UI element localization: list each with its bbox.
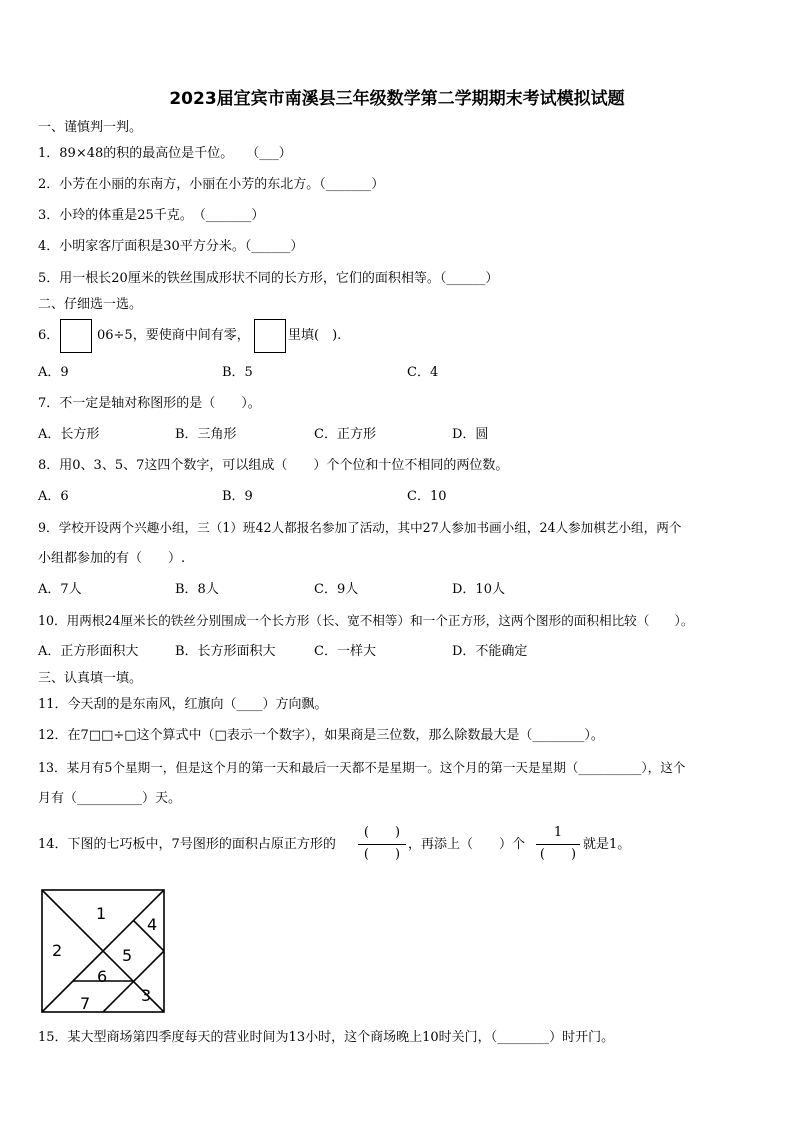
fraction-bar [358,844,406,845]
option: B．长方形面积大 [175,644,276,659]
section-heading-choose: 二、仔细选一选。 [38,297,143,312]
fraction-blank-2 [536,824,580,864]
tangram-label: 3 [141,986,152,1005]
tangram-figure [40,888,168,1016]
question-1: 1．89×48的积的最高位是千位。 （___） [38,146,292,161]
question-6-number: 6． [38,328,60,343]
question-14-middle: ，再添上（ ）个 [408,837,526,852]
question-5: 5．用一根长20厘米的铁丝围成形状不同的长方形，它们的面积相等。（______） [38,271,499,286]
question-8: 8．用0、3、5、7这四个数字，可以组成（ ）个个位和十位不相同的两位数。 [38,458,509,473]
fraction-denominator: ( ) [539,847,577,862]
tangram-label: 5 [122,946,133,965]
tangram-label: 2 [52,941,63,960]
option: D．不能确定 [452,644,528,659]
question-2: 2．小芳在小丽的东南方，小丽在小芳的东北方。（_______） [38,177,385,192]
question-11: 11．今天刮的是东南风，红旗向（____）方向飘。 [38,697,328,712]
question-6-text: 06÷5，要使商中间有零， [97,328,250,343]
option: C．10 [407,489,447,504]
question-13-line-2: 月有（__________）天。 [38,791,182,806]
section-heading-fill: 三、认真填一填。 [38,671,143,686]
option: B．5 [222,365,253,380]
question-3: 3．小玲的体重是25千克。 （_______） [38,208,265,223]
question-9-line-1: 9．学校开设两个兴趣小组，三（1）班42人都报名参加了活动，其中27人参加书画小组，24人参加棋艺小组，两个 [38,520,682,535]
option: A．长方形 [38,427,100,442]
fraction-denominator: ( ) [363,847,401,862]
question-13-line-1: 13．某月有5个星期一，但是这个月的第一天和最后一天都不是星期一。这个月的第一天是星期（__________），这个 [38,760,686,775]
option: D．圆 [452,427,489,442]
fraction-numerator: 1 [553,825,563,840]
fraction-bar [536,844,580,845]
question-4: 4．小明家客厅面积是30平方分米。（______） [38,239,304,254]
option: A．正方形面积大 [38,644,139,659]
option: A．7人 [38,582,82,597]
question-6-end: 里填( ). [288,328,342,343]
question-9-line-2: 小组都参加的有（ ）. [38,551,186,566]
tangram-label: 4 [147,915,158,934]
question-14-text: 14．下图的七巧板中，7号图形的面积占原正方形的 [38,837,336,852]
question-12: 12．在7□□÷□这个算式中（□表示一个数字），如果商是三位数，那么除数最大是（________）。 [38,728,604,743]
tangram-label: 7 [80,994,91,1013]
option: A．9 [38,365,69,380]
option: B．9 [222,489,253,504]
question-7: 7．不一定是轴对称图形的是（ ）。 [38,396,261,411]
page-title: 2023届宜宾市南溪县三年级数学第二学期期末考试模拟试题 [169,89,625,109]
tangram-label: 6 [97,967,108,986]
answer-box [60,319,92,353]
option: B．8人 [175,582,219,597]
option: C．9人 [314,582,359,597]
option: A．6 [38,489,69,504]
fraction-blank-1 [358,824,406,864]
question-10: 10．用两根24厘米长的铁丝分别围成一个长方形（长、宽不相等）和一个正方形，这两个图形的面积相比较（ ）。 [38,613,694,628]
answer-box [254,319,286,353]
option: B．三角形 [175,427,237,442]
option: C．正方形 [314,427,376,442]
question-14-end: 就是1。 [583,837,631,852]
option: C．一样大 [314,644,376,659]
question-15: 15．某大型商场第四季度每天的营业时间为13小时，这个商场晚上10时关门，（________）时开门。 [38,1030,615,1045]
section-heading-judge: 一、谨慎判一判。 [38,120,143,135]
tangram-label: 1 [96,904,107,923]
option: C．4 [407,365,439,380]
fraction-numerator: ( ) [363,825,401,840]
option: D．10人 [452,582,505,597]
